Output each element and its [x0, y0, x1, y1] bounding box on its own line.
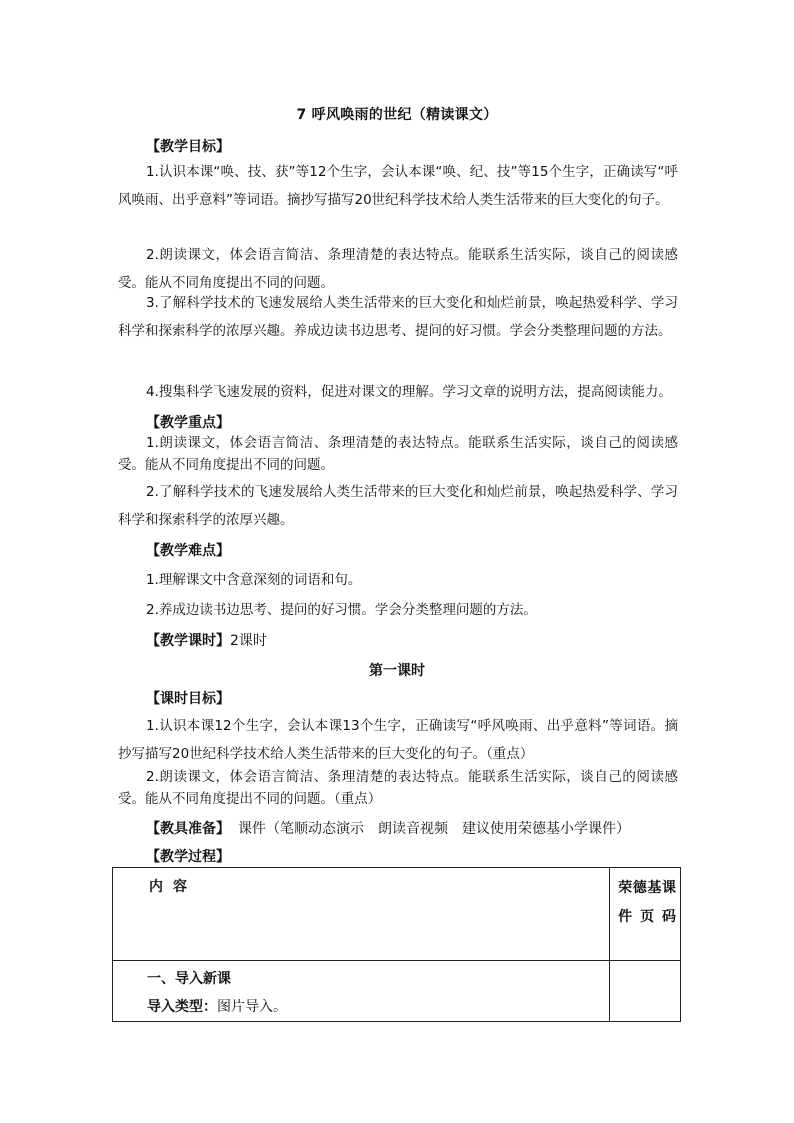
teaching-hours [146, 630, 267, 650]
lesson-title: 7 呼风唤雨的世纪（精读课文） [296, 107, 498, 123]
key-2: 2.了解科学技术的飞速发展给人类生活带来的巨大变化和灿烂前景，唤起热爱科学、学习科学和探索科学的浓厚兴趣。 [118, 484, 678, 528]
key-1: 1.朗读课文，体会语言简洁、条理清楚的表达特点。能联系生活实际，谈自己的阅读感受。能从不同角度提出不同的问题。 [118, 435, 678, 473]
table-row [113, 961, 681, 1022]
row-type-label: 导入类型： [147, 999, 217, 1015]
table-header-row [113, 868, 681, 961]
difficult-heading: 【教学难点】 [146, 543, 230, 559]
header-page-cell [610, 868, 681, 961]
difficult-1: 1.理解课文中含意深刻的词语和句。 [146, 572, 362, 588]
tools-value: 课件（笔顺动态演示 朗读音视频 建议使用荣德基小学课件） [238, 821, 630, 837]
tools-label: 【教具准备】 [146, 821, 230, 837]
row-title: 一、导入新课 [147, 971, 231, 987]
tools-line [146, 818, 630, 838]
process-table [112, 867, 681, 1022]
row-type-value: 图片导入。 [217, 999, 287, 1015]
header-content-label: 内容 [149, 879, 197, 895]
header-page-label: 荣德基课件页码 [618, 880, 676, 925]
goal-4: 4.搜集科学飞速发展的资料，促进对课文的理解。学习文章的说明方法，提高阅读能力。 [146, 384, 672, 400]
header-content-cell [113, 868, 610, 961]
lesson-goal-1: 1.认识本课12个生字，会认本课13个生字，正确读写“呼风唤雨、出乎意料”等词语。摘抄写描写20世纪科学技术给人类生活带来的巨大变化的句子。（重点） [118, 718, 678, 762]
first-lesson-heading: 第一课时 [369, 663, 425, 679]
lesson-goal-2: 2.朗读课文，体会语言简洁、条理清楚的表达特点。能联系生活实际，谈自己的阅读感受。能从不同角度提出不同的问题。（重点） [118, 769, 678, 807]
hours-label: 【教学课时】 [146, 633, 230, 649]
row-page-cell [610, 961, 681, 1022]
goal-3: 3.了解科学技术的飞速发展给人类生活带来的巨大变化和灿烂前景，唤起热爱科学、学习科学和探索科学的浓厚兴趣。养成边读书边思考、提问的好习惯。学会分类整理问题的方法。 [118, 295, 678, 339]
goal-2: 2.朗读课文，体会语言简洁、条理清楚的表达特点。能联系生活实际，谈自己的阅读感受。能从不同角度提出不同的问题。 [118, 247, 678, 291]
row-content-cell [113, 961, 610, 1022]
difficult-2: 2.养成边读书边思考、提问的好习惯。学会分类整理问题的方法。 [146, 602, 537, 618]
process-heading: 【教学过程】 [146, 849, 230, 865]
goal-1: 1.认识本课“唤、技、获”等12个生字，会认本课“唤、纪、技”等15个生字，正确读写“呼风唤雨、出乎意料”等词语。摘抄写描写20世纪科学技术给人类生活带来的巨大变化的句子。 [118, 164, 678, 208]
lesson-goals-heading: 【课时目标】 [146, 691, 230, 707]
hours-value: 2课时 [230, 633, 267, 649]
key-heading: 【教学重点】 [146, 415, 230, 431]
goals-heading: 【教学目标】 [146, 139, 230, 155]
